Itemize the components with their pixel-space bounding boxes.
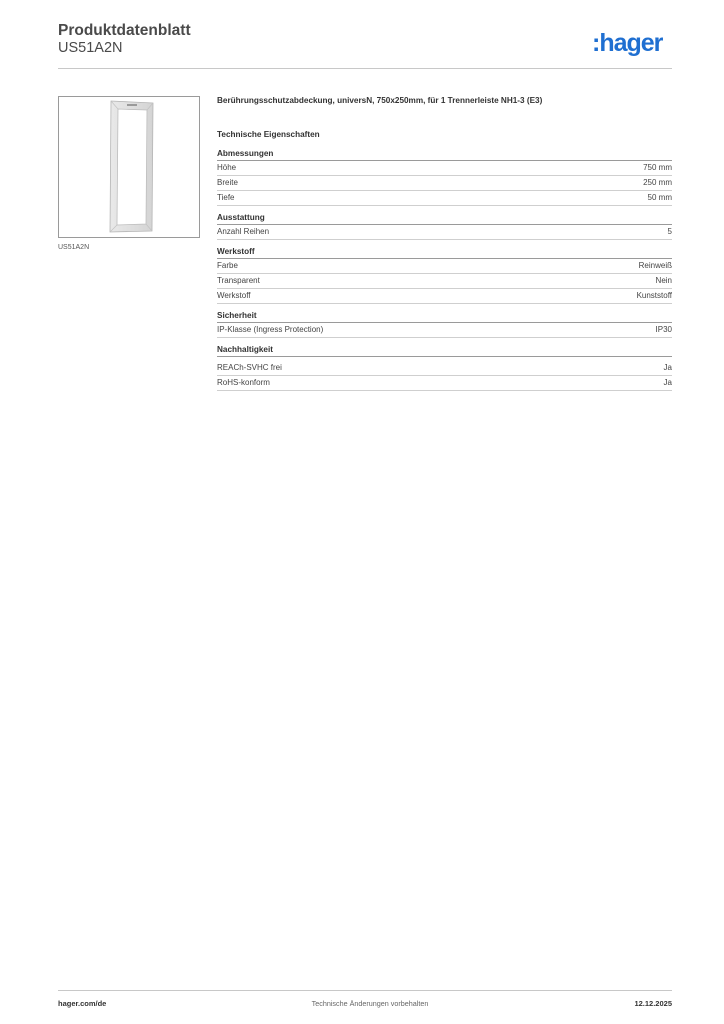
header-divider (58, 68, 672, 69)
spec-row (217, 361, 672, 376)
spec-value: Reinweiß (638, 261, 672, 270)
section-dimensions (217, 148, 672, 206)
spec-row (217, 289, 672, 304)
spec-row (217, 274, 672, 289)
spec-value: Nein (655, 276, 672, 285)
spec-label: Breite (217, 178, 238, 187)
spec-value: 750 mm (643, 163, 672, 172)
article-number: US51A2N (58, 40, 123, 56)
image-caption: US51A2N (58, 244, 90, 251)
spec-label: Tiefe (217, 193, 235, 202)
spec-value: Ja (663, 363, 672, 372)
section-title: Sicherheit (217, 310, 672, 323)
svg-text::hager: :hager (592, 29, 663, 57)
spec-label: Farbe (217, 261, 238, 270)
spec-value: Ja (663, 378, 672, 387)
footer-website-link[interactable]: hager.com/de (58, 999, 107, 1008)
spec-label: REACh-SVHC frei (217, 363, 282, 372)
spec-value: 50 mm (647, 193, 672, 202)
cover-panel-illustration (59, 97, 199, 237)
spec-row (217, 191, 672, 206)
product-image (58, 96, 200, 238)
spec-value: IP30 (655, 325, 672, 334)
spec-label: Anzahl Reihen (217, 227, 270, 236)
spec-label: Werkstoff (217, 291, 251, 300)
footer-divider (58, 990, 672, 991)
section-title: Werkstoff (217, 246, 672, 259)
product-description: Berührungsschutzabdeckung, universN, 750x250mm, für 1 Trennerleiste NH1-3 (E3) (217, 96, 543, 105)
hager-logo (592, 28, 674, 58)
spec-label: Transparent (217, 276, 260, 285)
footer-notice: Technische Änderungen vorbehalten (311, 999, 429, 1008)
spec-label: IP-Klasse (Ingress Protection) (217, 325, 324, 334)
spec-row (217, 323, 672, 338)
section-equipment (217, 212, 672, 240)
spec-row (217, 176, 672, 191)
spec-row (217, 259, 672, 274)
spec-value: 5 (667, 227, 672, 236)
section-title: Ausstattung (217, 212, 672, 225)
section-material (217, 246, 672, 304)
spec-value: Kunststoff (636, 291, 672, 300)
spec-value: 250 mm (643, 178, 672, 187)
section-sustainability (217, 344, 672, 391)
section-title: Abmessungen (217, 148, 672, 161)
spec-row (217, 376, 672, 391)
spec-label: Höhe (217, 163, 237, 172)
page-title: Produktdatenblatt (58, 22, 191, 39)
spec-row (217, 161, 672, 176)
section-safety (217, 310, 672, 338)
product-details (217, 96, 672, 391)
spec-label: RoHS-konform (217, 378, 270, 387)
section-title: Nachhaltigkeit (217, 344, 672, 357)
technical-properties-heading: Technische Eigenschaften (217, 130, 320, 139)
footer-date: 12.12.2025 (634, 999, 672, 1008)
spec-row (217, 225, 672, 240)
